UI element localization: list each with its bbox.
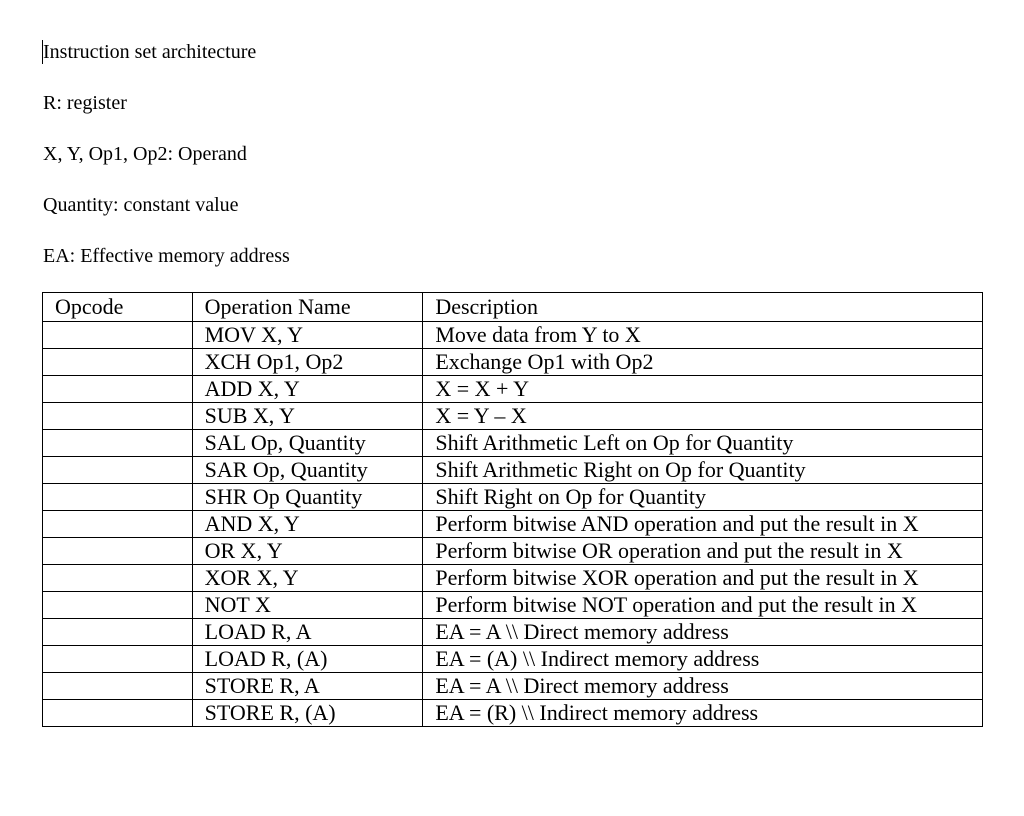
opcode-cell[interactable]: [43, 565, 193, 592]
table-row: [43, 700, 983, 727]
header-description[interactable]: Description: [423, 293, 983, 322]
description-cell[interactable]: Shift Right on Op for Quantity: [423, 484, 983, 511]
operation-name-cell[interactable]: SUB X, Y: [192, 403, 423, 430]
document-title[interactable]: Instruction set architecture: [43, 41, 257, 63]
opcode-cell[interactable]: [43, 430, 193, 457]
operation-name-cell[interactable]: SHR Op Quantity: [192, 484, 423, 511]
definition-register[interactable]: R: register: [43, 92, 127, 114]
description-cell[interactable]: EA = A \\ Direct memory address: [423, 619, 983, 646]
operation-name-cell[interactable]: NOT X: [192, 592, 423, 619]
definition-effective-address[interactable]: EA: Effective memory address: [43, 245, 290, 267]
opcode-cell[interactable]: [43, 484, 193, 511]
opcode-cell[interactable]: [43, 457, 193, 484]
description-cell[interactable]: EA = A \\ Direct memory address: [423, 673, 983, 700]
operation-name-cell[interactable]: OR X, Y: [192, 538, 423, 565]
operation-name-cell[interactable]: STORE R, A: [192, 673, 423, 700]
description-cell[interactable]: EA = (R) \\ Indirect memory address: [423, 700, 983, 727]
description-cell[interactable]: Move data from Y to X: [423, 322, 983, 349]
table-row: [43, 484, 983, 511]
table-row: [43, 430, 983, 457]
table-row: [43, 349, 983, 376]
operation-name-cell[interactable]: XCH Op1, Op2: [192, 349, 423, 376]
operation-name-cell[interactable]: SAL Op, Quantity: [192, 430, 423, 457]
operation-name-cell[interactable]: ADD X, Y: [192, 376, 423, 403]
description-cell[interactable]: Exchange Op1 with Op2: [423, 349, 983, 376]
instruction-table: [42, 292, 983, 727]
description-cell[interactable]: Shift Arithmetic Left on Op for Quantity: [423, 430, 983, 457]
header-operation-name[interactable]: Operation Name: [192, 293, 423, 322]
opcode-cell[interactable]: [43, 322, 193, 349]
opcode-cell[interactable]: [43, 538, 193, 565]
operation-name-cell[interactable]: XOR X, Y: [192, 565, 423, 592]
description-cell[interactable]: EA = (A) \\ Indirect memory address: [423, 646, 983, 673]
table-row: [43, 592, 983, 619]
opcode-cell[interactable]: [43, 646, 193, 673]
definition-quantity[interactable]: Quantity: constant value: [43, 194, 239, 216]
table-row: [43, 511, 983, 538]
operation-name-cell[interactable]: SAR Op, Quantity: [192, 457, 423, 484]
instruction-table-body: [43, 322, 983, 727]
opcode-cell[interactable]: [43, 376, 193, 403]
table-row: [43, 322, 983, 349]
opcode-cell[interactable]: [43, 619, 193, 646]
table-header-row: [43, 293, 983, 322]
opcode-cell[interactable]: [43, 673, 193, 700]
table-row: [43, 673, 983, 700]
operation-name-cell[interactable]: MOV X, Y: [192, 322, 423, 349]
description-cell[interactable]: Perform bitwise XOR operation and put the result in X: [423, 565, 983, 592]
operation-name-cell[interactable]: LOAD R, A: [192, 619, 423, 646]
description-cell[interactable]: Perform bitwise AND operation and put the result in X: [423, 511, 983, 538]
table-row: [43, 646, 983, 673]
operation-name-cell[interactable]: STORE R, (A): [192, 700, 423, 727]
description-cell[interactable]: Shift Arithmetic Right on Op for Quantity: [423, 457, 983, 484]
description-cell[interactable]: X = Y – X: [423, 403, 983, 430]
opcode-cell[interactable]: [43, 700, 193, 727]
header-opcode[interactable]: Opcode: [43, 293, 193, 322]
operation-name-cell[interactable]: LOAD R, (A): [192, 646, 423, 673]
table-row: [43, 538, 983, 565]
description-cell[interactable]: Perform bitwise NOT operation and put the result in X: [423, 592, 983, 619]
table-row: [43, 565, 983, 592]
operation-name-cell[interactable]: AND X, Y: [192, 511, 423, 538]
opcode-cell[interactable]: [43, 511, 193, 538]
table-row: [43, 619, 983, 646]
table-row: [43, 403, 983, 430]
description-cell[interactable]: Perform bitwise OR operation and put the result in X: [423, 538, 983, 565]
opcode-cell[interactable]: [43, 403, 193, 430]
definition-operand[interactable]: X, Y, Op1, Op2: Operand: [43, 143, 247, 165]
opcode-cell[interactable]: [43, 349, 193, 376]
table-row: [43, 457, 983, 484]
table-row: [43, 376, 983, 403]
description-cell[interactable]: X = X + Y: [423, 376, 983, 403]
opcode-cell[interactable]: [43, 592, 193, 619]
